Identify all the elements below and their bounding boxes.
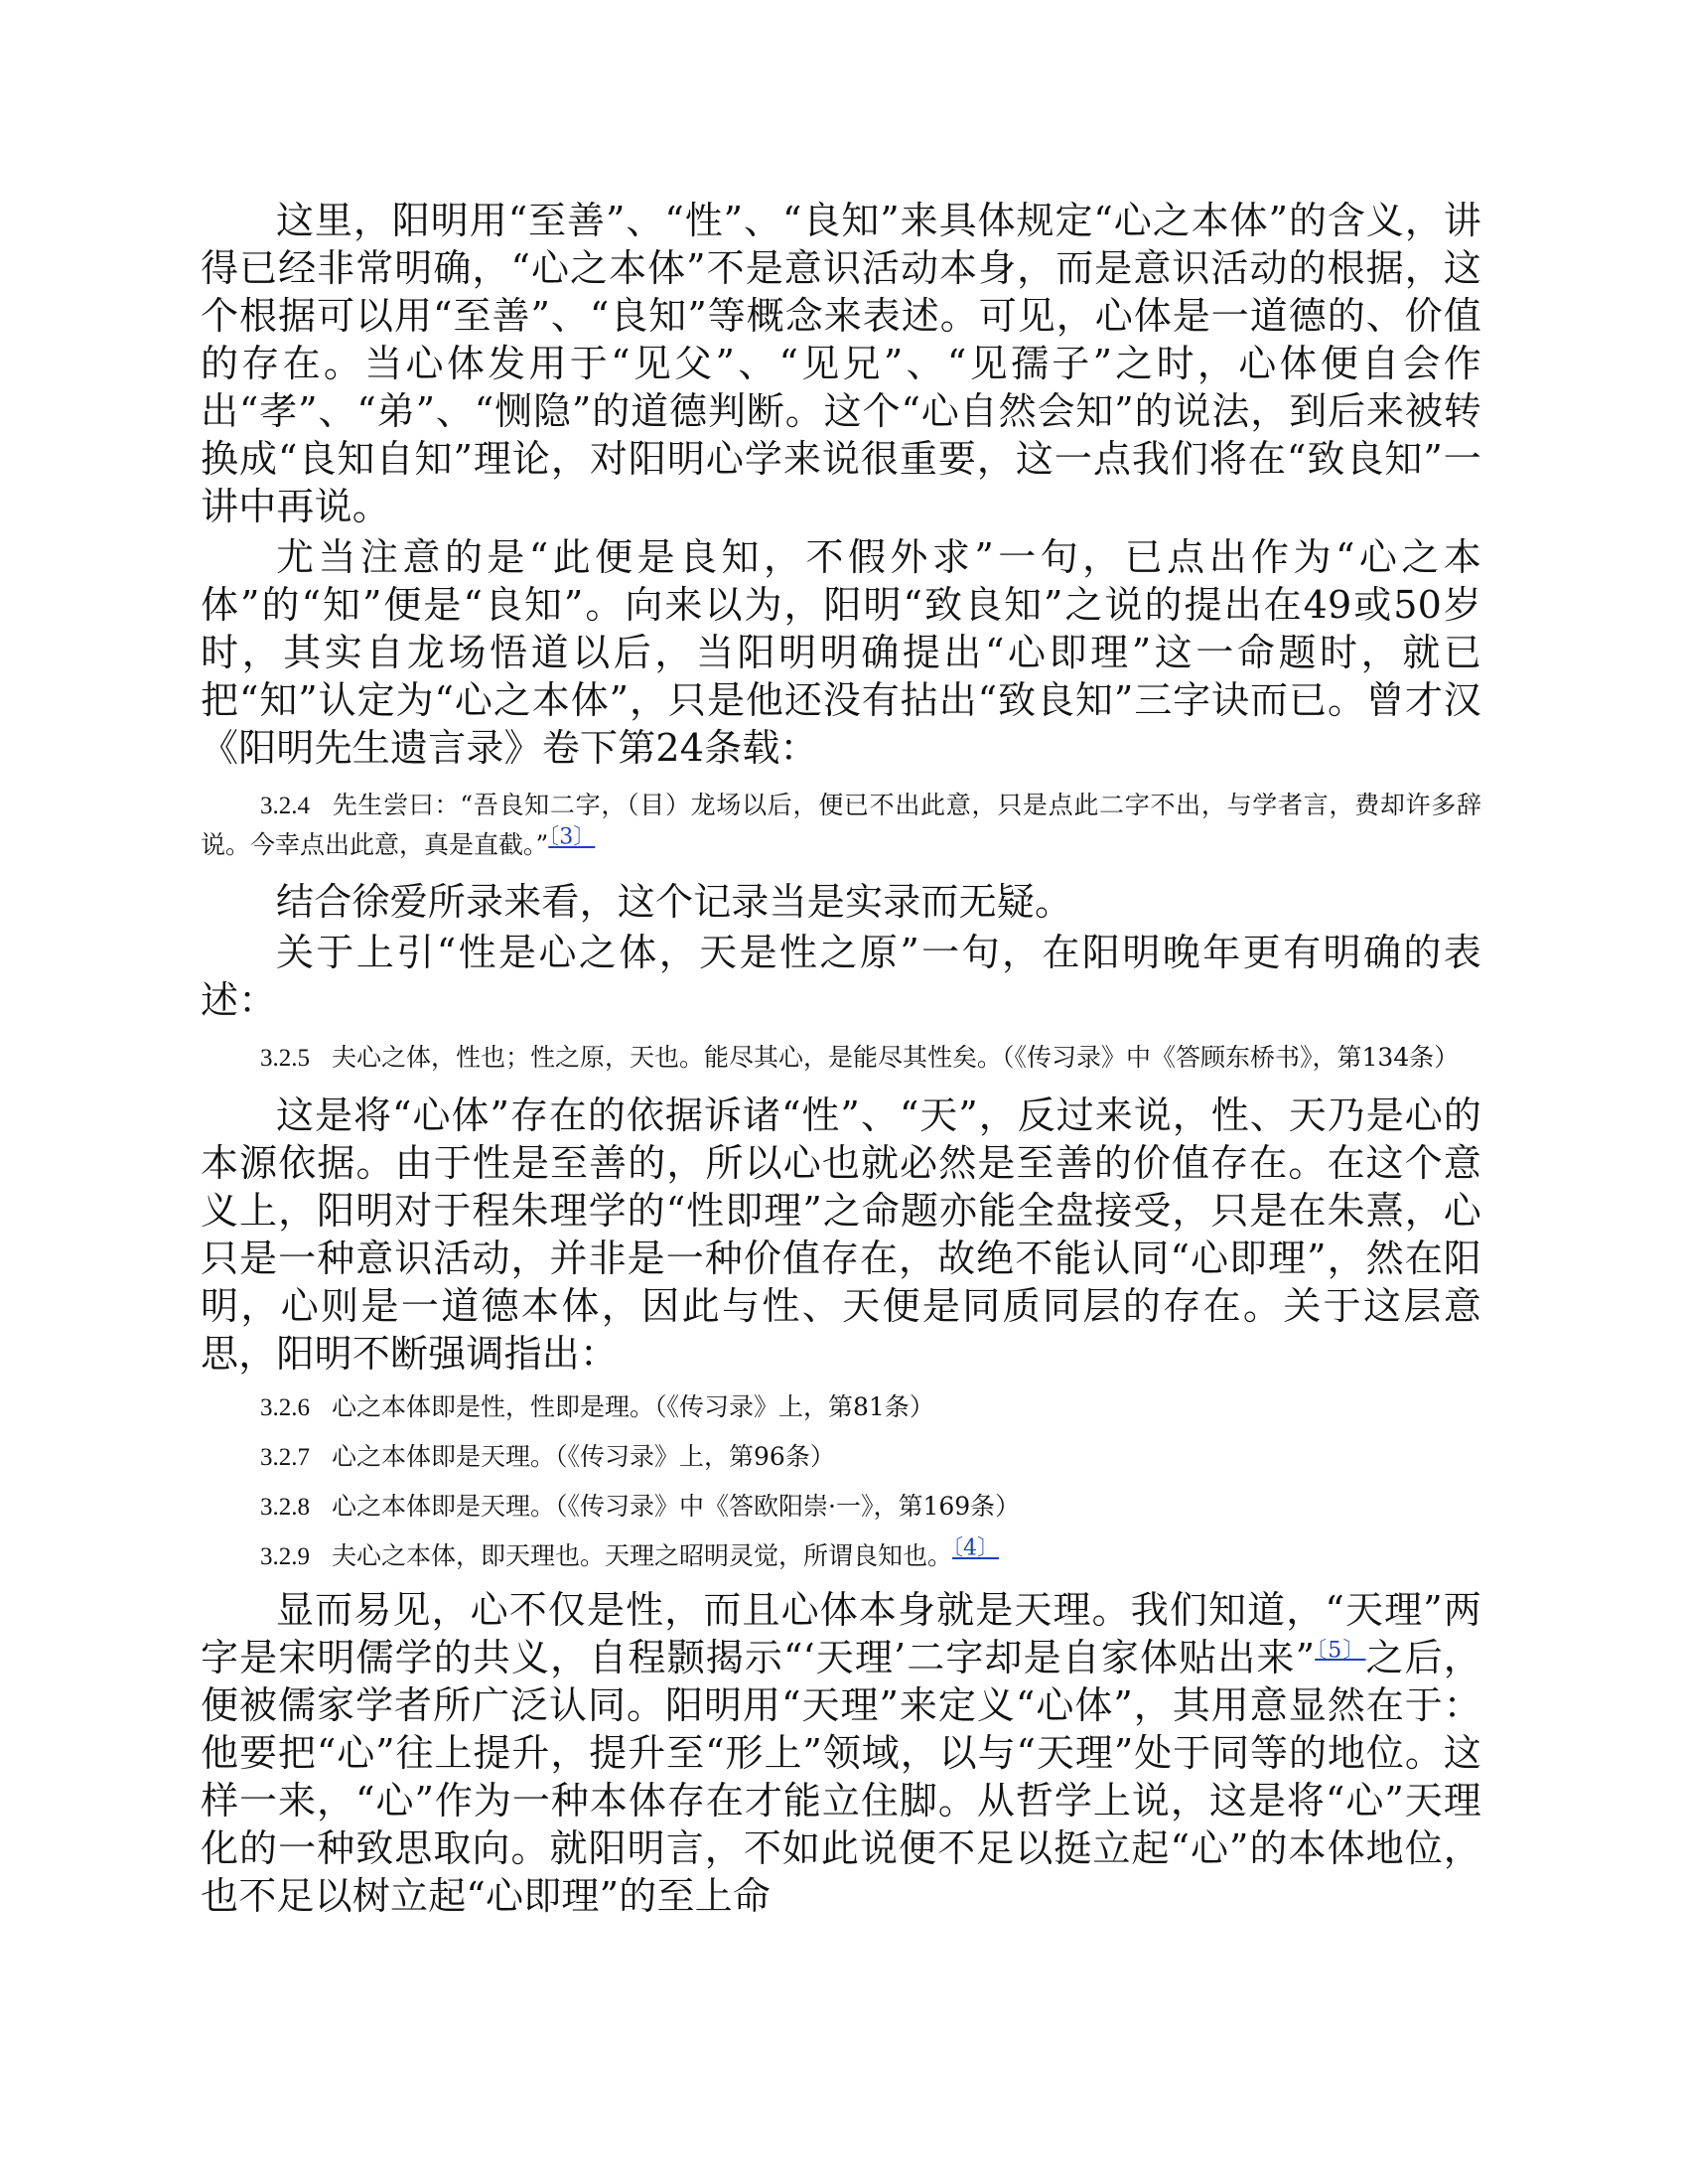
- quoted-passage: [201, 1387, 1481, 1427]
- quoted-passage: [201, 1536, 1481, 1576]
- passage-number: 3.2.5: [260, 1045, 310, 1072]
- passage-number: 3.2.9: [260, 1543, 310, 1570]
- body-paragraph: 关于上引“性是心之体，天是性之原”一句，在阳明晚年更有明确的表述：: [201, 931, 1481, 1022]
- quoted-passage: [201, 1437, 1481, 1477]
- document-page: [201, 197, 1481, 1923]
- paragraph-text: 之后，便被儒家学者所广泛认同。阳明用“天理”来定义“心体”，其用意显然在于：他要把“心”往上提升，提升至“形上”领域，以与“天理”处于同等的地位。这样一来，“心”作为一种本体存在才能立住脚。从哲学上说，这是将“心”天理化的一种致思取向。就阳明言，不如此说便不足以挺立起“心”的本体地位，也不足以树立起“心即理”的至上命: [201, 1636, 1481, 1918]
- body-paragraph: 结合徐爱所录来看，这个记录当是实录而无疑。: [276, 880, 1073, 924]
- passage-text: 心之本体即是天理。（《传习录》中《答欧阳崇·一》，第169条）: [332, 1492, 1021, 1521]
- quoted-passage: [201, 786, 1481, 864]
- footnote-link[interactable]: 〔4〕: [952, 1535, 1000, 1561]
- passage-text: 夫心之体，性也；性之原，天也。能尽其心，是能尽其性矣。（《传习录》中《答顾东桥书》，第134条）: [332, 1043, 1460, 1072]
- passage-number: 3.2.6: [260, 1394, 310, 1421]
- footnote-link[interactable]: 〔3〕: [548, 824, 596, 850]
- footnote-link[interactable]: 〔5〕: [1315, 1638, 1366, 1664]
- passage-text: 先生尝曰：“吾良知二字，（目）龙场以后，便已不出此意，只是点此二字不出，与学者言，费却许多辞说。今幸点出此意，真是直截。”: [201, 791, 1481, 859]
- passage-text: 心之本体即是天理。（《传习录》上，第96条）: [332, 1442, 835, 1471]
- passage-number: 3.2.4: [260, 793, 310, 819]
- quoted-passage: [201, 1487, 1481, 1527]
- quoted-passage: [201, 1038, 1481, 1078]
- passage-number: 3.2.7: [260, 1444, 310, 1471]
- body-paragraph: 尤当注意的是“此便是良知，不假外求”一句，已点出作为“心之本体”的“知”便是“良知”。向来以为，阳明“致良知”之说的提出在49或50岁时，其实自龙场悟道以后，当阳明明确提出“心即理”这一命题时，就已把“知”认定为“心之本体”，只是他还没有拈出“致良知”三字诀而已。曾才汉《阳明先生遗言录》卷下第24条载：: [201, 535, 1481, 770]
- body-paragraph: 这是将“心体”存在的依据诉诸“性”、“天”，反过来说，性、天乃是心的本源依据。由于性是至善的，所以心也就必然是至善的价值存在。在这个意义上，阳明对于程朱理学的“性即理”之命题亦能全盘接受，只是在朱熹，心只是一种意识活动，并非是一种价值存在，故绝不能认同“心即理”，然在阳明，心则是一道德本体，因此与性、天便是同质同层的存在。关于这层意思，阳明不断强调指出：: [201, 1093, 1481, 1376]
- passage-text: 心之本体即是性，性即是理。（《传习录》上，第81条）: [332, 1392, 934, 1421]
- passage-number: 3.2.8: [260, 1494, 310, 1521]
- body-paragraph: 这里，阳明用“至善”、“性”、“良知”来具体规定“心之本体”的含义，讲得已经非常明确，“心之本体”不是意识活动本身，而是意识活动的根据，这个根据可以用“至善”、“良知”等概念来表述。可见，心体是一道德的、价值的存在。当心体发用于“见父”、“见兄”、“见孺子”之时，心体便自会作出“孝”、“弟”、“恻隐”的道德判断。这个“心自然会知”的说法，到后来被转换成“良知自知”理论，对阳明心学来说很重要，这一点我们将在“致良知”一讲中再说。: [201, 199, 1481, 528]
- body-paragraph: [201, 1586, 1481, 1920]
- paragraph-text: 显而易见，心不仅是性，而且心体本身就是天理。我们知道，“天理”两字是宋明儒学的共义，自程颢揭示“‘天理’二字却是自家体贴出来”: [201, 1588, 1481, 1679]
- passage-text: 夫心之本体，即天理也。天理之昭明灵觉，所谓良知也。: [332, 1541, 953, 1570]
